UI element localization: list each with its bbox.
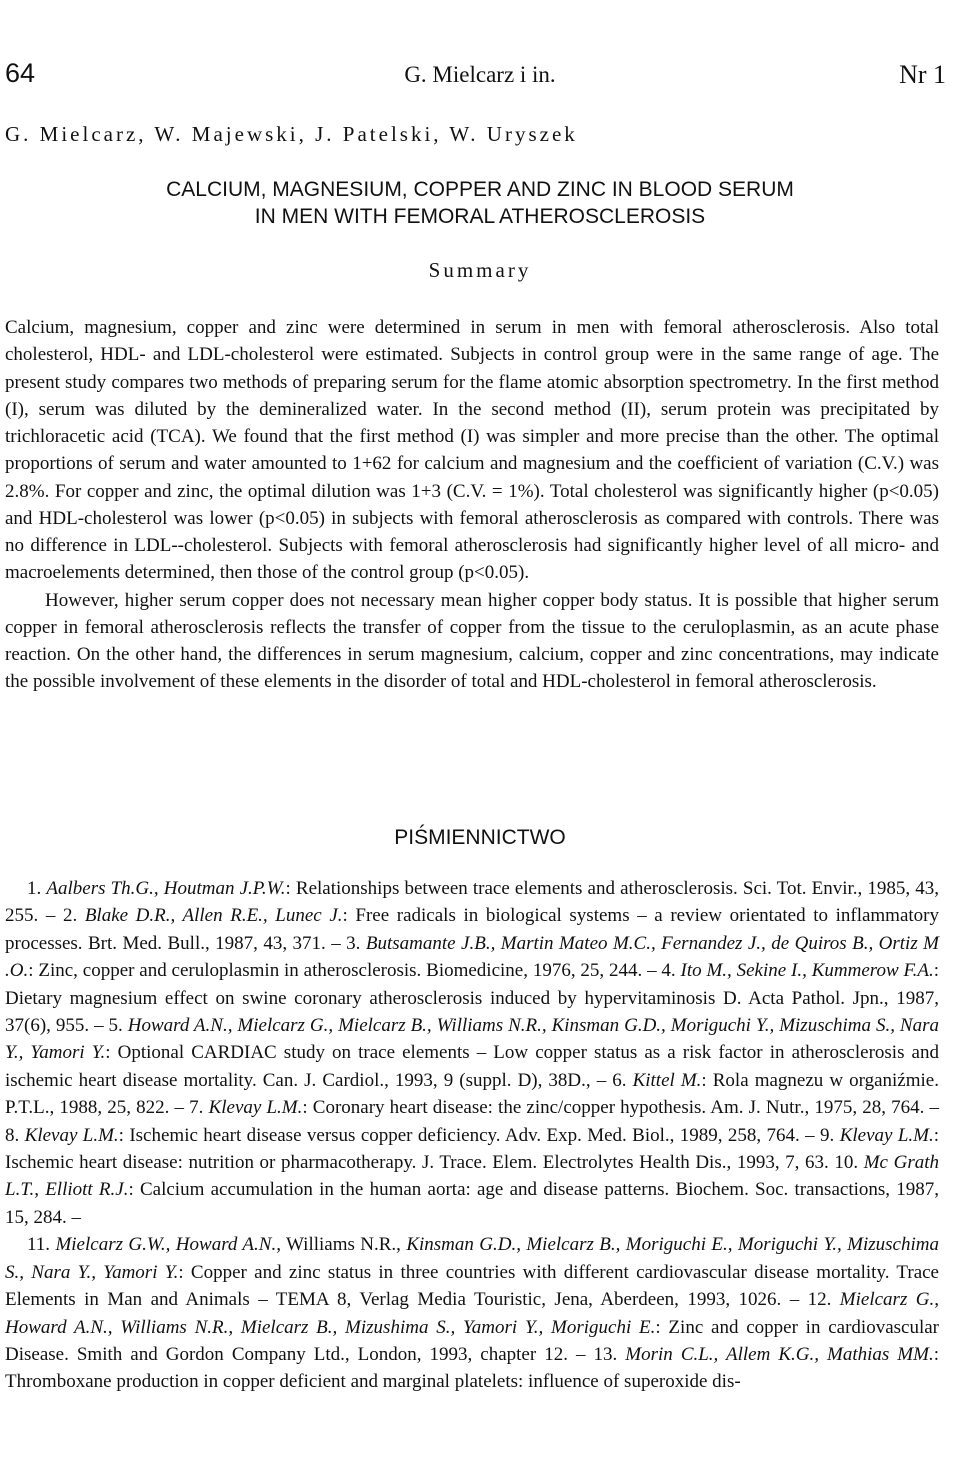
page-number: 64 (5, 58, 36, 88)
reference-authors: Morin C.L., Allem K.G., Mathias MM. (625, 1343, 934, 1365)
reference-authors: Kinsman G.D., Mielcarz B., Moriguchi E., Moriguchi Y., Mizuschima S., Nara Y., Yamori Y. (5, 1234, 939, 1283)
reference-text: : Ischemic heart disease: nutrition or pharmacotherapy. J. Trace. Elem. Electrolytes Health Dis., 1993, 7, 63. 10. (5, 1124, 939, 1174)
reference-text: : Zinc, copper and ceruloplasmin in atherosclerosis. Biomedicine, 1976, 25, 244. – 4. (28, 960, 681, 982)
reference-number: 11. (27, 1234, 56, 1256)
reference-authors: Klevay L.M. (839, 1124, 934, 1146)
reference-authors: Mc Grath L.T., Elliott R.J. (5, 1152, 939, 1201)
reference-text: : Coronary heart disease: the zinc/copper hypothesis. Am. J. Nutr., 1975, 28, 764. – 8. (5, 1097, 939, 1146)
references-block-2 (5, 1231, 939, 1395)
summary-heading: Summary (428, 258, 532, 282)
reference-authors: Ito M., Sekine I., Kummerow F.A. (680, 960, 934, 982)
reference-authors: Klevay L.M. (24, 1124, 119, 1146)
reference-text: Williams N.R., (280, 1234, 407, 1256)
reference-authors: Howard A.N., Mielcarz G., Mielcarz B., Williams N.R., Kinsman G.D., Moriguchi Y., Mizuschima S., Nara Y., Yamori Y. (5, 1015, 940, 1064)
reference-authors: Butsamante J.B., Martin Mateo M.C., Fernandez J., de Quiros B., Ortiz M .O. (5, 932, 940, 982)
reference-authors: Mielcarz G., Howard A.N., Williams N.R., Mielcarz B., Mizushima S., Yamori Y., Moriguchi E. (5, 1289, 939, 1338)
reference-authors: Blake D.R., Allen R.E., Lunec J. (84, 905, 343, 927)
reference-text: : Ischemic heart disease versus copper deficiency. Adv. Exp. Med. Biol., 1989, 258, 764. – 9. (118, 1124, 840, 1146)
running-head: G. Mielcarz i in. (404, 62, 556, 87)
reference-authors: Mielcarz G.W., Howard A.N., (55, 1234, 281, 1256)
reference-authors: Klevay L.M. (208, 1097, 303, 1119)
summary-section (5, 314, 939, 696)
title-line-1: CALCIUM, MAGNESIUM, COPPER AND ZINC IN BLOOD SERUM (166, 178, 794, 201)
reference-number: 1. (27, 878, 47, 899)
summary-paragraph-2: However, higher serum copper does not necessary mean higher copper body status. It is possible that higher serum copper in femoral atherosclerosis reflects the transfer of copper from the tissue to the ceruloplasmin, as an acute phase reaction. On the other hand, the differences in serum magnesium, calcium, copper and zinc concentrations, may indicate the possible involvement of these elements in the disorder of total and HDL-cholesterol in femoral atherosclerosis. (5, 589, 939, 693)
reference-text: : Zinc and copper in cardiovascular Disease. Smith and Gordon Company Ltd., London, 1993, chapter 12. – 13. (5, 1316, 939, 1365)
author-list: G. Mielcarz, W. Majewski, J. Patelski, W. Uryszek (5, 122, 578, 146)
reference-text: : Relationships between trace elements and atherosclerosis. Sci. Tot. Envir., 1985, 43, 255. – 2. (5, 878, 940, 927)
reference-text: : Rola magnezu w organiźmie. P.T.L., 1988, 25, 822. – 7. (5, 1069, 939, 1119)
reference-text: : Free radicals in biological systems – a review orientated to inflammatory processes. Brt. Med. Bull., 1987, 43, 371. – 3. (5, 905, 939, 954)
reference-text: : Copper and zinc status in three countries with different cardiovascular disease mortality. Trace Elements in Man and Animals – TEMA 8, Verlag Media Touristic, Jena, Aberdeen, 1993, 1026. – 12. (5, 1261, 939, 1311)
references-section (5, 875, 939, 1396)
page-header (0, 58, 960, 98)
references-block-1 (5, 875, 939, 1231)
title-line-2: IN MEN WITH FEMORAL ATHEROSCLEROSIS (254, 205, 706, 228)
journal-number: Nr 1 (899, 60, 946, 89)
paper-title (0, 176, 960, 230)
reference-text: : Optional CARDIAC study on trace elements – Low copper status as a risk factor in atherosclerosis and ischemic heart disease mortality. Can. J. Cardiol., 1993, 9 (suppl. D), 38D., – 6. (5, 1042, 939, 1091)
reference-text: : Dietary magnesium effect on swine coronary atherosclerosis induced by hypervitaminosis D. Acta Pathol. Jpn., 1987, 37(6), 955. – 5. (5, 960, 939, 1037)
summary-paragraph-1: Calcium, magnesium, copper and zinc were determined in serum in men with femoral atherosclerosis. Also total cholesterol, HDL- and LDL-cholesterol were estimated. Subjects in control group were in the same range of age. The present study compares two methods of preparing serum for the flame atomic absorption spectrometry. In the first method (I), serum was diluted by the demineralized water. In the second method (II), serum protein was precipitated by trichloracetic acid (TCA). We found that the first method (I) was simpler and more precise than the other. The optimal proportions of serum and water amounted to 1+62 for calcium and magnesium and the coefficient of variation (C.V.) was 2.8%. For copper and zinc, the optimal dilution was 1+3 (C.V. = 1%). Total cholesterol was significantly higher (p<0.05) and HDL-cholesterol was lower (p<0.05) in subjects with femoral atherosclerosis as compared with controls. There was no difference in LDL--cholesterol. Subjects with femoral atherosclerosis had significantly higher level of all micro- and macroelements determined, then those of the control group (p<0.05). (5, 317, 939, 584)
references-heading: PIŚMIENNICTWO (394, 826, 566, 849)
reference-authors: Aalbers Th.G., Houtman J.P.W. (46, 878, 286, 899)
reference-text: : Calcium accumulation in the human aorta: age and disease patterns. Biochem. Soc. transactions, 1987, 15, 284. – (5, 1179, 939, 1228)
reference-authors: Kittel M. (632, 1069, 702, 1091)
reference-text: : Thromboxane production in copper deficient and marginal platelets: influence of superoxide dis- (5, 1343, 939, 1393)
